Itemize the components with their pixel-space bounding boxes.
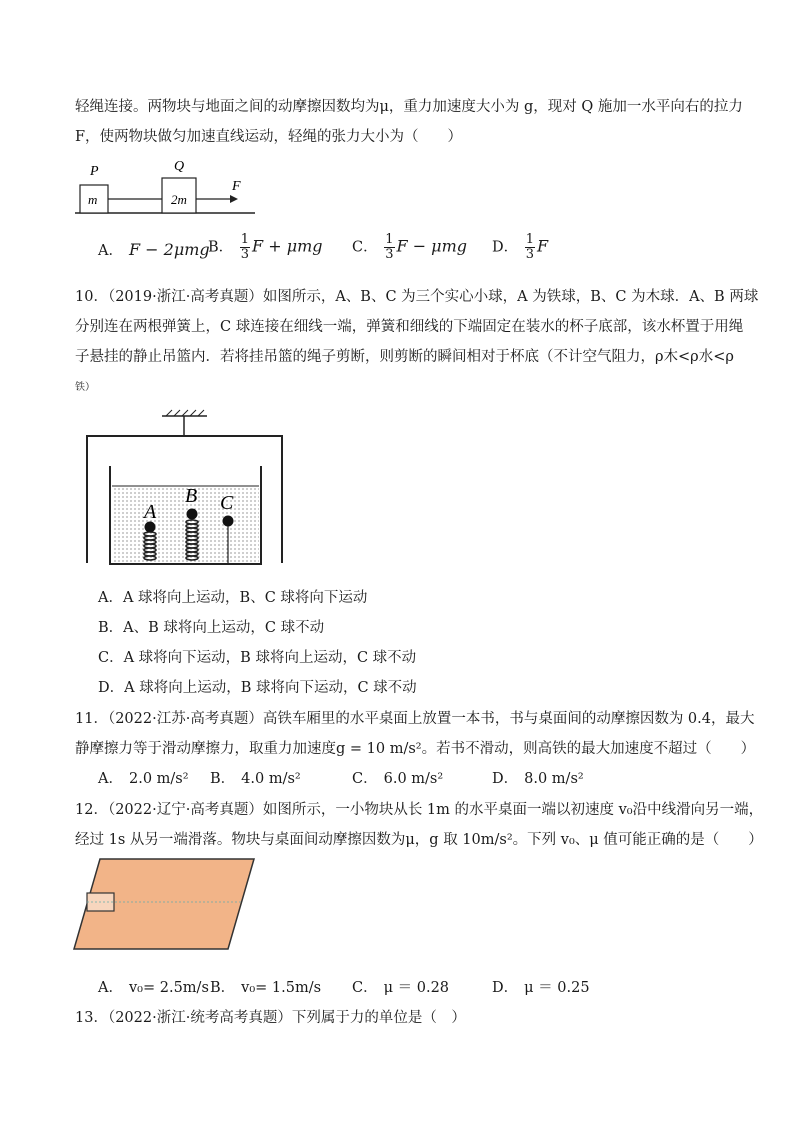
ball-b [187, 509, 198, 520]
q11-option-b[interactable]: B． 4.0 m/s² [210, 771, 301, 787]
q11-text-line2: 静摩擦力等于滑动摩擦力，取重力加速度g = 10 m/s²。若书不滑动，则高铁的最大加速度不超过（ ） [75, 741, 756, 757]
q10-option-c[interactable]: C．A 球将向下运动，B 球将向上运动，C 球不动 [98, 650, 417, 666]
q11-option-a[interactable]: A． 2.0 m/s² [98, 771, 189, 787]
q10-text-line4: 铁） [75, 382, 95, 393]
q11-text-line1: 11．（2022·江苏·高考真题）高铁车厢里的水平桌面上放置一本书，书与桌面间的动摩擦因数为 0.4，最大 [75, 711, 755, 727]
label-c: C [220, 492, 234, 514]
label-a: A [144, 501, 157, 523]
q11-option-d[interactable]: D． 8.0 m/s² [492, 771, 584, 787]
q12-text-line1: 12．（2022·辽宁·高考真题）如图所示，一小物块从长 1m 的水平桌面一端以初速度 v₀沿中线滑向另一端， [75, 802, 764, 818]
q10-figure [82, 408, 297, 568]
label-b: B [185, 485, 198, 507]
q12-option-c[interactable]: C． μ ＝ 0.28 [352, 980, 450, 996]
q12-figure [70, 856, 260, 951]
mass-q: 2m [171, 192, 187, 207]
label-q: Q [174, 159, 185, 174]
q9-text-line1: 轻绳连接。两物块与地面之间的动摩擦因数均为μ，重力加速度大小为 g，现对 Q 施加一水平向右的拉力 [75, 99, 743, 115]
q13-text-line1: 13．（2022·浙江·统考高考真题）下列属于力的单位是（ ） [75, 1010, 466, 1026]
q10-option-b[interactable]: B．A、B 球将向上运动，C 球不动 [98, 620, 325, 636]
ball-c [223, 516, 234, 527]
arrow-head-icon [230, 195, 238, 203]
q9-option-b[interactable]: B． $\frac{1}{3}$ F + μmg [208, 232, 323, 262]
mass-p: m [88, 192, 98, 207]
q12-option-b[interactable]: B． v₀= 1.5m/s [210, 980, 322, 996]
q12-text-line2: 经过 1s 从另一端滑落。物块与桌面间动摩擦因数为μ，g 取 10m/s²。下列 v₀、μ 值可能正确的是（ ） [75, 832, 763, 848]
q12-option-d[interactable]: D． μ ＝ 0.25 [492, 980, 590, 996]
q10-option-d[interactable]: D．A 球将向上运动，B 球将向下运动，C 球不动 [98, 680, 417, 696]
q9-text-line2: F，使两物块做匀加速直线运动，轻绳的张力大小为（ ） [75, 129, 463, 145]
q12-option-a[interactable]: A． v₀= 2.5m/s [98, 980, 209, 996]
label-p: P [90, 164, 99, 179]
q10-text-line3: 子悬挂的静止吊篮内．若将挂吊篮的绳子剪断，则剪断的瞬间相对于杯底（不计空气阻力，ρ木<ρ水<ρ [75, 349, 734, 365]
q9-option-a[interactable]: A． F − 2μmg [98, 240, 210, 259]
q9-option-c[interactable]: C． $\frac{1}{3}$ F − μmg [352, 232, 467, 262]
q11-option-c[interactable]: C． 6.0 m/s² [352, 771, 444, 787]
ball-a [145, 522, 156, 533]
q10-text-line1: 10．（2019·浙江·高考真题）如图所示，A、B、C 为三个实心小球，A 为铁球，B、C 为木球．A、B 两球 [75, 289, 759, 305]
q9-option-d[interactable]: D． $\frac{1}{3}$ F [492, 232, 549, 262]
q10-option-a[interactable]: A．A 球将向上运动，B、C 球将向下运动 [98, 590, 368, 606]
label-f: F [232, 179, 241, 194]
q9-figure [70, 158, 270, 220]
q10-text-line2: 分别连在两根弹簧上，C 球连接在细线一端，弹簧和细线的下端固定在装水的杯子底部，该水杯置于用绳 [75, 319, 744, 335]
